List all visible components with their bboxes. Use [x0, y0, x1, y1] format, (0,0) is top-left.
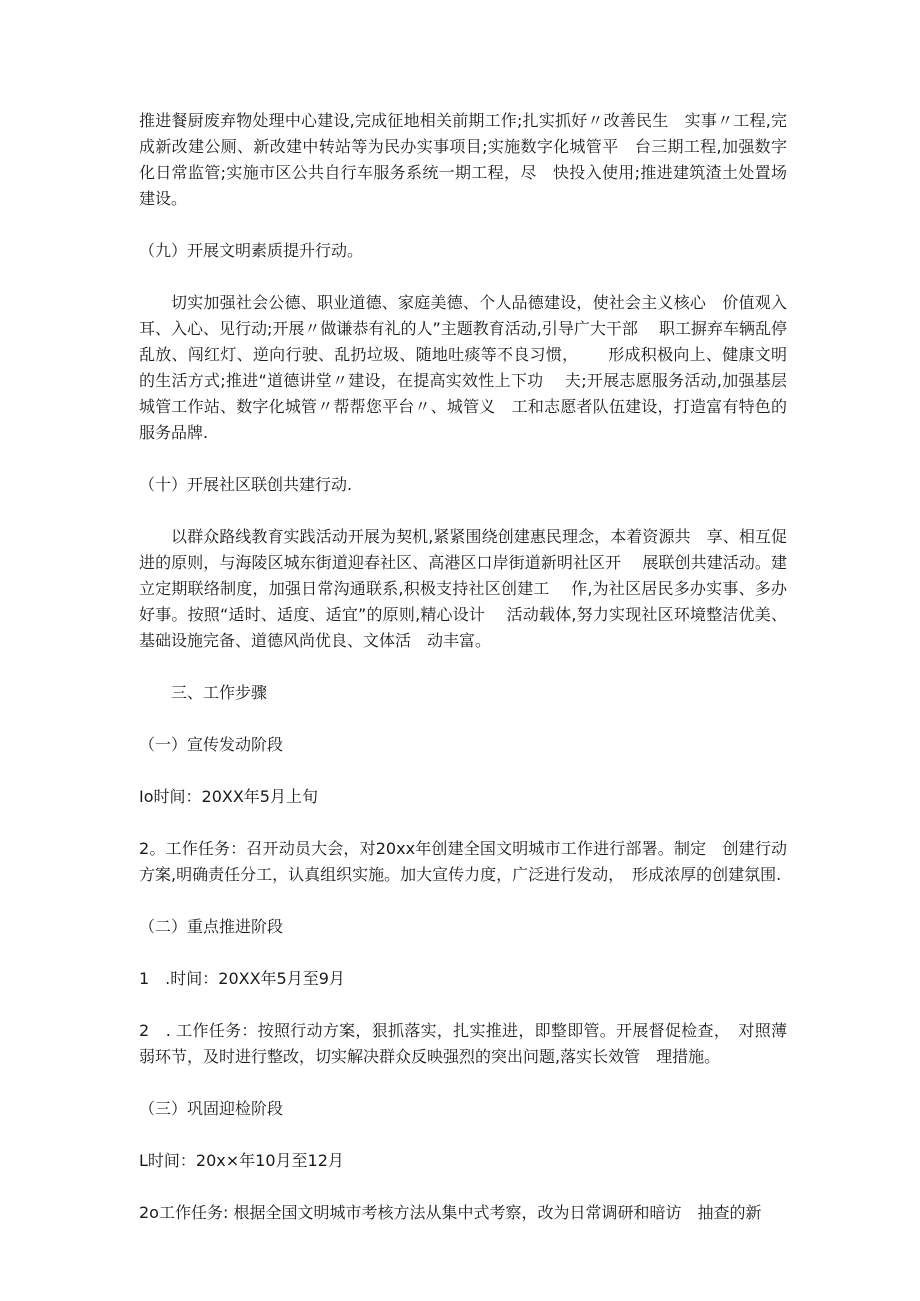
heading-stage-1: （一）宣传发动阶段	[139, 735, 284, 754]
document-page	[139, 108, 787, 1252]
stage-3-time: L时间：20x×年10月至12月	[139, 1151, 344, 1170]
heading-stage-3: （三）巩固迎检阶段	[139, 1099, 284, 1118]
paragraph-kitchen-waste: 推进餐厨废弃物处理中心建设,完成征地相关前期工作;扎实抓好〃改善民生 实事〃工程,完成新改建公厕、新改建中转站等为民办实事项目;实施数字化城管平 台三期工程,加强数字化日常监管;实施市区公共自行车服务系统一期工程，尽 快投入使用;推进建筑渣土处置场建设。	[139, 111, 787, 208]
heading-stage-2: （二）重点推进阶段	[139, 917, 284, 936]
stage-3-task: 2o工作任务: 根据全国文明城市考核方法从集中式考察，改为日常调研和暗访 抽查的新	[139, 1203, 762, 1222]
stage-2-task: 2 . 工作任务：按照行动方案，狠抓落实，扎实推进，即整即管。开展督促检查， 对照薄弱环节，及时进行整改，切实解决群众反映强烈的突出问题,落实长效管 理措施。	[139, 1021, 787, 1066]
stage-1-time: Io时间：20XX年5月上旬	[139, 787, 318, 806]
paragraph-civility: 切实加强社会公德、职业道德、家庭美德、个人品德建设，使社会主义核心 价值观入耳、入心、见行动;开展〃做谦恭有礼的人”主题教育活动,引导广大干部 职工摒弃车辆乱停乱放、闯红灯、逆向行驶、乱扔垃圾、随地吐痰等不良习惯， 形成积极向上、健康文明的生活方式;推进“道德讲堂〃建设，在提高实效性上下功 夫;开展志愿服务活动,加强基层城管工作站、数字化城管〃帮帮您平台〃、城管义 工和志愿者队伍建设，打造富有特色的服务品牌.	[139, 293, 787, 442]
heading-work-steps: 三、工作步骤	[171, 683, 268, 702]
heading-section-9: （九）开展文明素质提升行动。	[139, 241, 364, 260]
heading-section-10: （十）开展社区联创共建行动.	[139, 475, 353, 494]
stage-2-time: 1 .时间：20XX年5月至9月	[139, 969, 345, 988]
stage-1-task: 2。工作任务：召开动员大会，对20xx年创建全国文明城市工作进行部署。制定 创建行动方案,明确责任分工，认真组织实施。加大宣传力度，广泛进行发动， 形成浓厚的创建氛围.	[139, 839, 787, 884]
paragraph-community: 以群众路线教育实践活动开展为契机,紧紧围绕创建惠民理念，本着资源共 享、相互促进的原则，与海陵区城东街道迎春社区、高港区口岸街道新明社区开 展联创共建活动。建立定期联络制度，加强日常沟通联系,积极支持社区创建工 作,为社区居民多办实事、多办好事。按照“适时、适度、适宜”的原则,精心设计 活动载体,努力实现社区环境整洁优美、基础设施完备、道德风尚优良、文体活 动丰富。	[139, 527, 787, 650]
